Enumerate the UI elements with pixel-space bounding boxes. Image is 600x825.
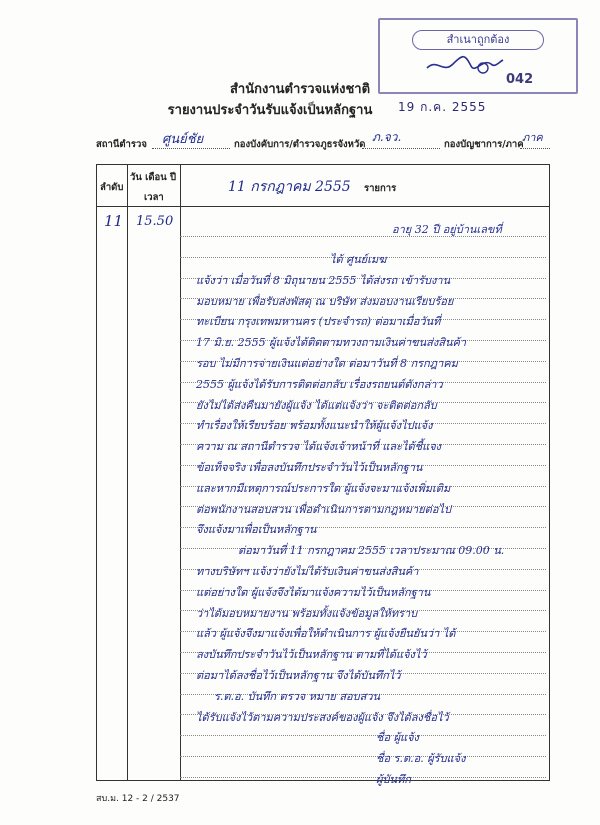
stamp-number: 042 [506, 72, 534, 87]
ruled-line [180, 777, 546, 778]
entry-order: 11 [104, 212, 124, 230]
division-label: กองบังคับการ/ตำรวจภูธรจังหวัด [234, 139, 366, 150]
report-title: รายงานประจำวันรับแจ้งเป็นหลักฐาน [167, 103, 373, 118]
entry-line: ได้รับแจ้งไว้ตามความประสงค์ของผู้แจ้ง จึงได้ลงชื่อไว้ [196, 710, 449, 724]
entry-line: ได้ ศูนย์เมฆ [330, 253, 387, 266]
column-header-date: วัน เดือน ปี [130, 172, 177, 183]
station-value: ศูนย์ชัย [162, 132, 204, 147]
entry-line: ชื่อ ผู้แจ้ง [376, 731, 419, 745]
entry-line: ทำเรื่องให้เรียบร้อย พร้อมทั้งแนะนำให้ผู้แจ้งไปแจ้ง [196, 419, 433, 433]
report-date-handwritten: 11 กรกฎาคม 2555 [228, 179, 351, 195]
date-stamp: 19 ก.ค. 2555 [398, 100, 487, 114]
entry-line: แต่อย่างใด ผู้แจ้งจึงได้มาแจ้งความไว้เป็นหลักฐาน [196, 585, 431, 599]
column-header-order: ลำดับ [100, 182, 124, 193]
entry-line: ความ ณ สถานีตำรวจ ได้แจ้งเจ้าหน้าที่ และได้ชี้แจง [196, 440, 442, 454]
entry-line: ชื่อ ร.ต.อ. ผู้รับแจ้ง [376, 752, 466, 766]
entry-line: และหากมีเหตุการณ์ประการใด ผู้แจ้งจะมาแจ้งเพิ่มเติม [196, 481, 451, 495]
entry-line: ต่อมาวันที่ 11 กรกฎาคม 2555 เวลาประมาณ 09.00 น. [238, 544, 505, 558]
entry-line: จึงแจ้งมาเพื่อเป็นหลักฐาน [196, 523, 317, 537]
entry-line: แล้ว ผู้แจ้งจึงมาแจ้งเพื่อให้ดำเนินการ ผู้แจ้งยืนยันว่า ได้ [196, 627, 456, 641]
form-code: สบ.ม. 12 - 2 / 2537 [96, 794, 180, 804]
entry-line: ต่อพนักงานสอบสวน เพื่อดำเนินการตามกฎหมายต่อไป [196, 502, 451, 516]
entry-line: 2555 ผู้แจ้งได้รับการติดต่อกลับ เรื่องรถยนต์ดังกล่าว [196, 377, 443, 391]
table-header-divider [96, 206, 550, 207]
stamp-signature-icon [425, 50, 505, 80]
entry-line: ต่อมาได้ลงชื่อไว้เป็นหลักฐาน จึงได้บันทึกไว้ [196, 669, 401, 682]
entry-line: ร.ต.อ. บันทึก ตรวจ หมาย สอบสวน [214, 689, 381, 703]
ruled-line [180, 756, 546, 757]
entry-line: มอบหมาย เพื่อรับส่งพัสดุ ณ บริษัท ส่งมอบงานเรียบร้อย [196, 294, 454, 308]
organization-title: สำนักงานตำรวจแห่งชาติ [229, 82, 371, 97]
stamp-title: สำเนาถูกต้อง [412, 30, 544, 50]
command-label: กองบัญชาการ/ภาค [444, 139, 524, 150]
entry-line: ลงบันทึกประจำวันไว้เป็นหลักฐาน ตามที่ได้แจ้งไว้ [196, 648, 427, 662]
column-header-time: เวลา [144, 192, 164, 203]
entry-line: ทะเบียน กรุงเทพมหานคร (ประจำรถ) ต่อมาเมื่อวันที่ [196, 315, 441, 329]
column-header-items: รายการ [364, 183, 397, 194]
entry-line: รอบ ไม่มีการจ่ายเงินแต่อย่างใด ต่อมาวันที่ 8 กรกฎาคม [196, 357, 458, 370]
command-value: ภาค [522, 131, 543, 144]
column-divider-order [127, 164, 128, 781]
division-value: ภ.จว. [372, 130, 402, 144]
entry-line: ยังไม่ได้ส่งคืนมายังผู้แจ้ง ได้แต่แจ้งว่า จะติดต่อกลับ [196, 398, 437, 412]
entry-line: แจ้งว่า เมื่อวันที่ 8 มิถุนายน 2555 ได้ส่งรถ เข้ารับงาน [196, 273, 451, 287]
entry-line: อายุ 32 ปี อยู่บ้านเลขที่ [392, 223, 502, 236]
entry-line: ว่าได้มอบหมายงาน พร้อมทั้งแจ้งข้อมูลให้ทราบ [196, 606, 418, 620]
entry-line: 17 มิ.ย. 2555 ผู้แจ้งได้ติดตามทวงถามเงินค่าขนส่งสินค้า [196, 336, 467, 350]
entry-line: ผู้บันทึก [376, 773, 411, 786]
ruled-line [180, 735, 546, 736]
station-label: สถานีตำรวจ [96, 139, 147, 150]
entry-line: ข้อเท็จจริง เพื่อลงบันทึกประจำวันไว้เป็นหลักฐาน [196, 461, 423, 474]
entry-time: 15.50 [136, 214, 174, 229]
entry-line: ทางบริษัทฯ แจ้งว่ายังไม่ได้รับเงินค่าขนส่งสินค้า [196, 565, 419, 578]
